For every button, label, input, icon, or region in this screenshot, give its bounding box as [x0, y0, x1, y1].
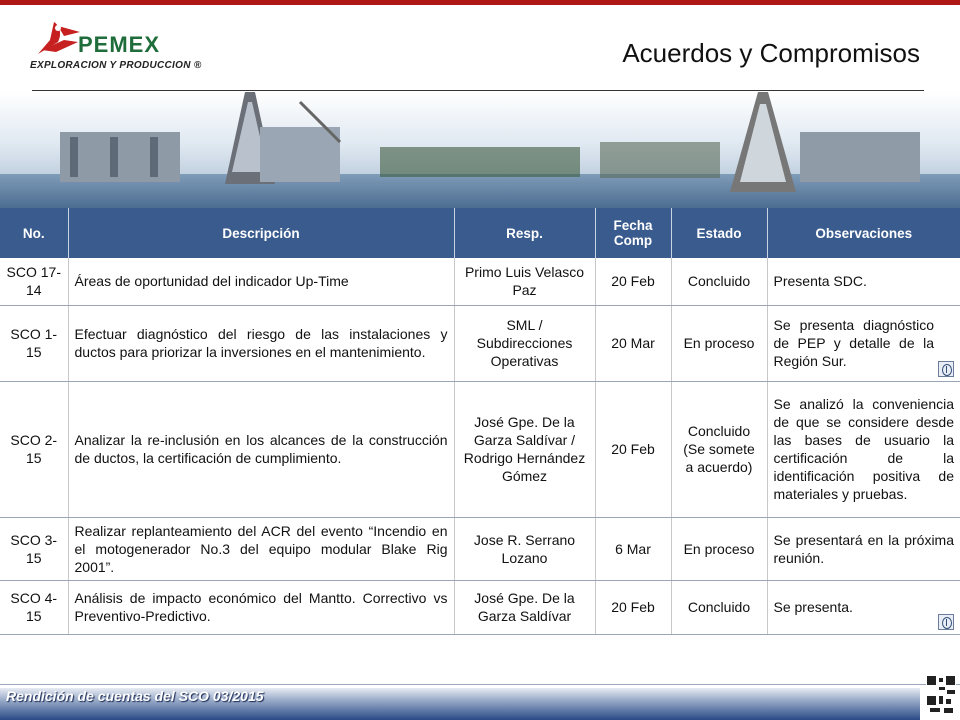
info-icon[interactable] [938, 614, 954, 630]
cell-fecha: 6 Mar [595, 517, 671, 580]
cell-descripcion: Análisis de impacto económico del Mantto. Correctivo vs Preventivo-Predictivo. [68, 580, 454, 634]
qr-code-icon [926, 672, 956, 716]
cell-observaciones: Se analizó la conveniencia de que se considere desde las bases de usuario la certificación de la identificación positiva de materiales y pruebas. [767, 381, 960, 517]
footer-divider [0, 684, 960, 685]
cell-estado: En proceso [671, 517, 767, 580]
cell-observaciones: Se presentará en la próxima reunión. [767, 517, 960, 580]
info-icon[interactable] [938, 361, 954, 377]
logo-wordmark: PEMEX [78, 32, 161, 57]
table-row [0, 381, 960, 517]
cell-estado: Concluido [671, 580, 767, 634]
cell-fecha: 20 Feb [595, 381, 671, 517]
page-title: Acuerdos y Compromisos [622, 38, 920, 68]
cell-fecha: 20 Feb [595, 258, 671, 305]
top-accent-bar [0, 0, 960, 5]
table-header-row [0, 208, 960, 258]
column-header-fecha: Fecha Comp [595, 208, 671, 258]
cell-no: SCO 2-15 [0, 381, 68, 517]
footer-label: Rendición de cuentas del SCO 03/2015 [6, 688, 264, 704]
column-header-estado: Estado [671, 208, 767, 258]
agreements-table [0, 208, 960, 635]
table-row [0, 305, 960, 381]
cell-no: SCO 17-14 [0, 258, 68, 305]
column-header-resp: Resp. [454, 208, 595, 258]
column-header-no: No. [0, 208, 68, 258]
cell-resp: José Gpe. De la Garza Saldívar / Rodrigo Hernández Gómez [454, 381, 595, 517]
cell-resp: Primo Luis Velasco Paz [454, 258, 595, 305]
pemex-logo [28, 18, 208, 82]
pemex-eagle-icon [34, 20, 82, 60]
cell-observaciones [767, 580, 960, 634]
logo-subtitle: EXPLORACION Y PRODUCCION ® [30, 60, 202, 71]
cell-no: SCO 4-15 [0, 580, 68, 634]
observaciones-text: Se presenta. [773, 599, 853, 615]
column-header-observaciones: Observaciones [767, 208, 960, 258]
cell-estado: Concluido [671, 258, 767, 305]
cell-fecha: 20 Feb [595, 580, 671, 634]
cell-estado: En proceso [671, 305, 767, 381]
table-row [0, 580, 960, 634]
table-row [0, 517, 960, 580]
observaciones-text: Se presenta diagnóstico de PEP y detalle de la Región Sur. [773, 317, 934, 369]
title-divider [32, 90, 924, 91]
cell-estado: Concluido (Se somete a acuerdo) [671, 381, 767, 517]
cell-descripcion: Analizar la re-inclusión en los alcances de la construcción de ductos, la certificación de cumplimiento. [68, 381, 454, 517]
cell-resp: SML / Subdirecciones Operativas [454, 305, 595, 381]
cell-resp: José Gpe. De la Garza Saldívar [454, 580, 595, 634]
table-row [0, 258, 960, 305]
cell-no: SCO 1-15 [0, 305, 68, 381]
cell-fecha: 20 Mar [595, 305, 671, 381]
offshore-platform-banner [0, 92, 960, 210]
cell-observaciones [767, 305, 960, 381]
column-header-descripcion: Descripción [68, 208, 454, 258]
cell-observaciones: Presenta SDC. [767, 258, 960, 305]
cell-resp: Jose R. Serrano Lozano [454, 517, 595, 580]
cell-descripcion: Realizar replanteamiento del ACR del evento “Incendio en el motogenerador No.3 del equipo modular Blake Rig 2001”. [68, 517, 454, 580]
cell-descripcion: Áreas de oportunidad del indicador Up-Time [68, 258, 454, 305]
cell-descripcion: Efectuar diagnóstico del riesgo de las instalaciones y ductos para priorizar la inversiones en el mantenimiento. [68, 305, 454, 381]
cell-no: SCO 3-15 [0, 517, 68, 580]
